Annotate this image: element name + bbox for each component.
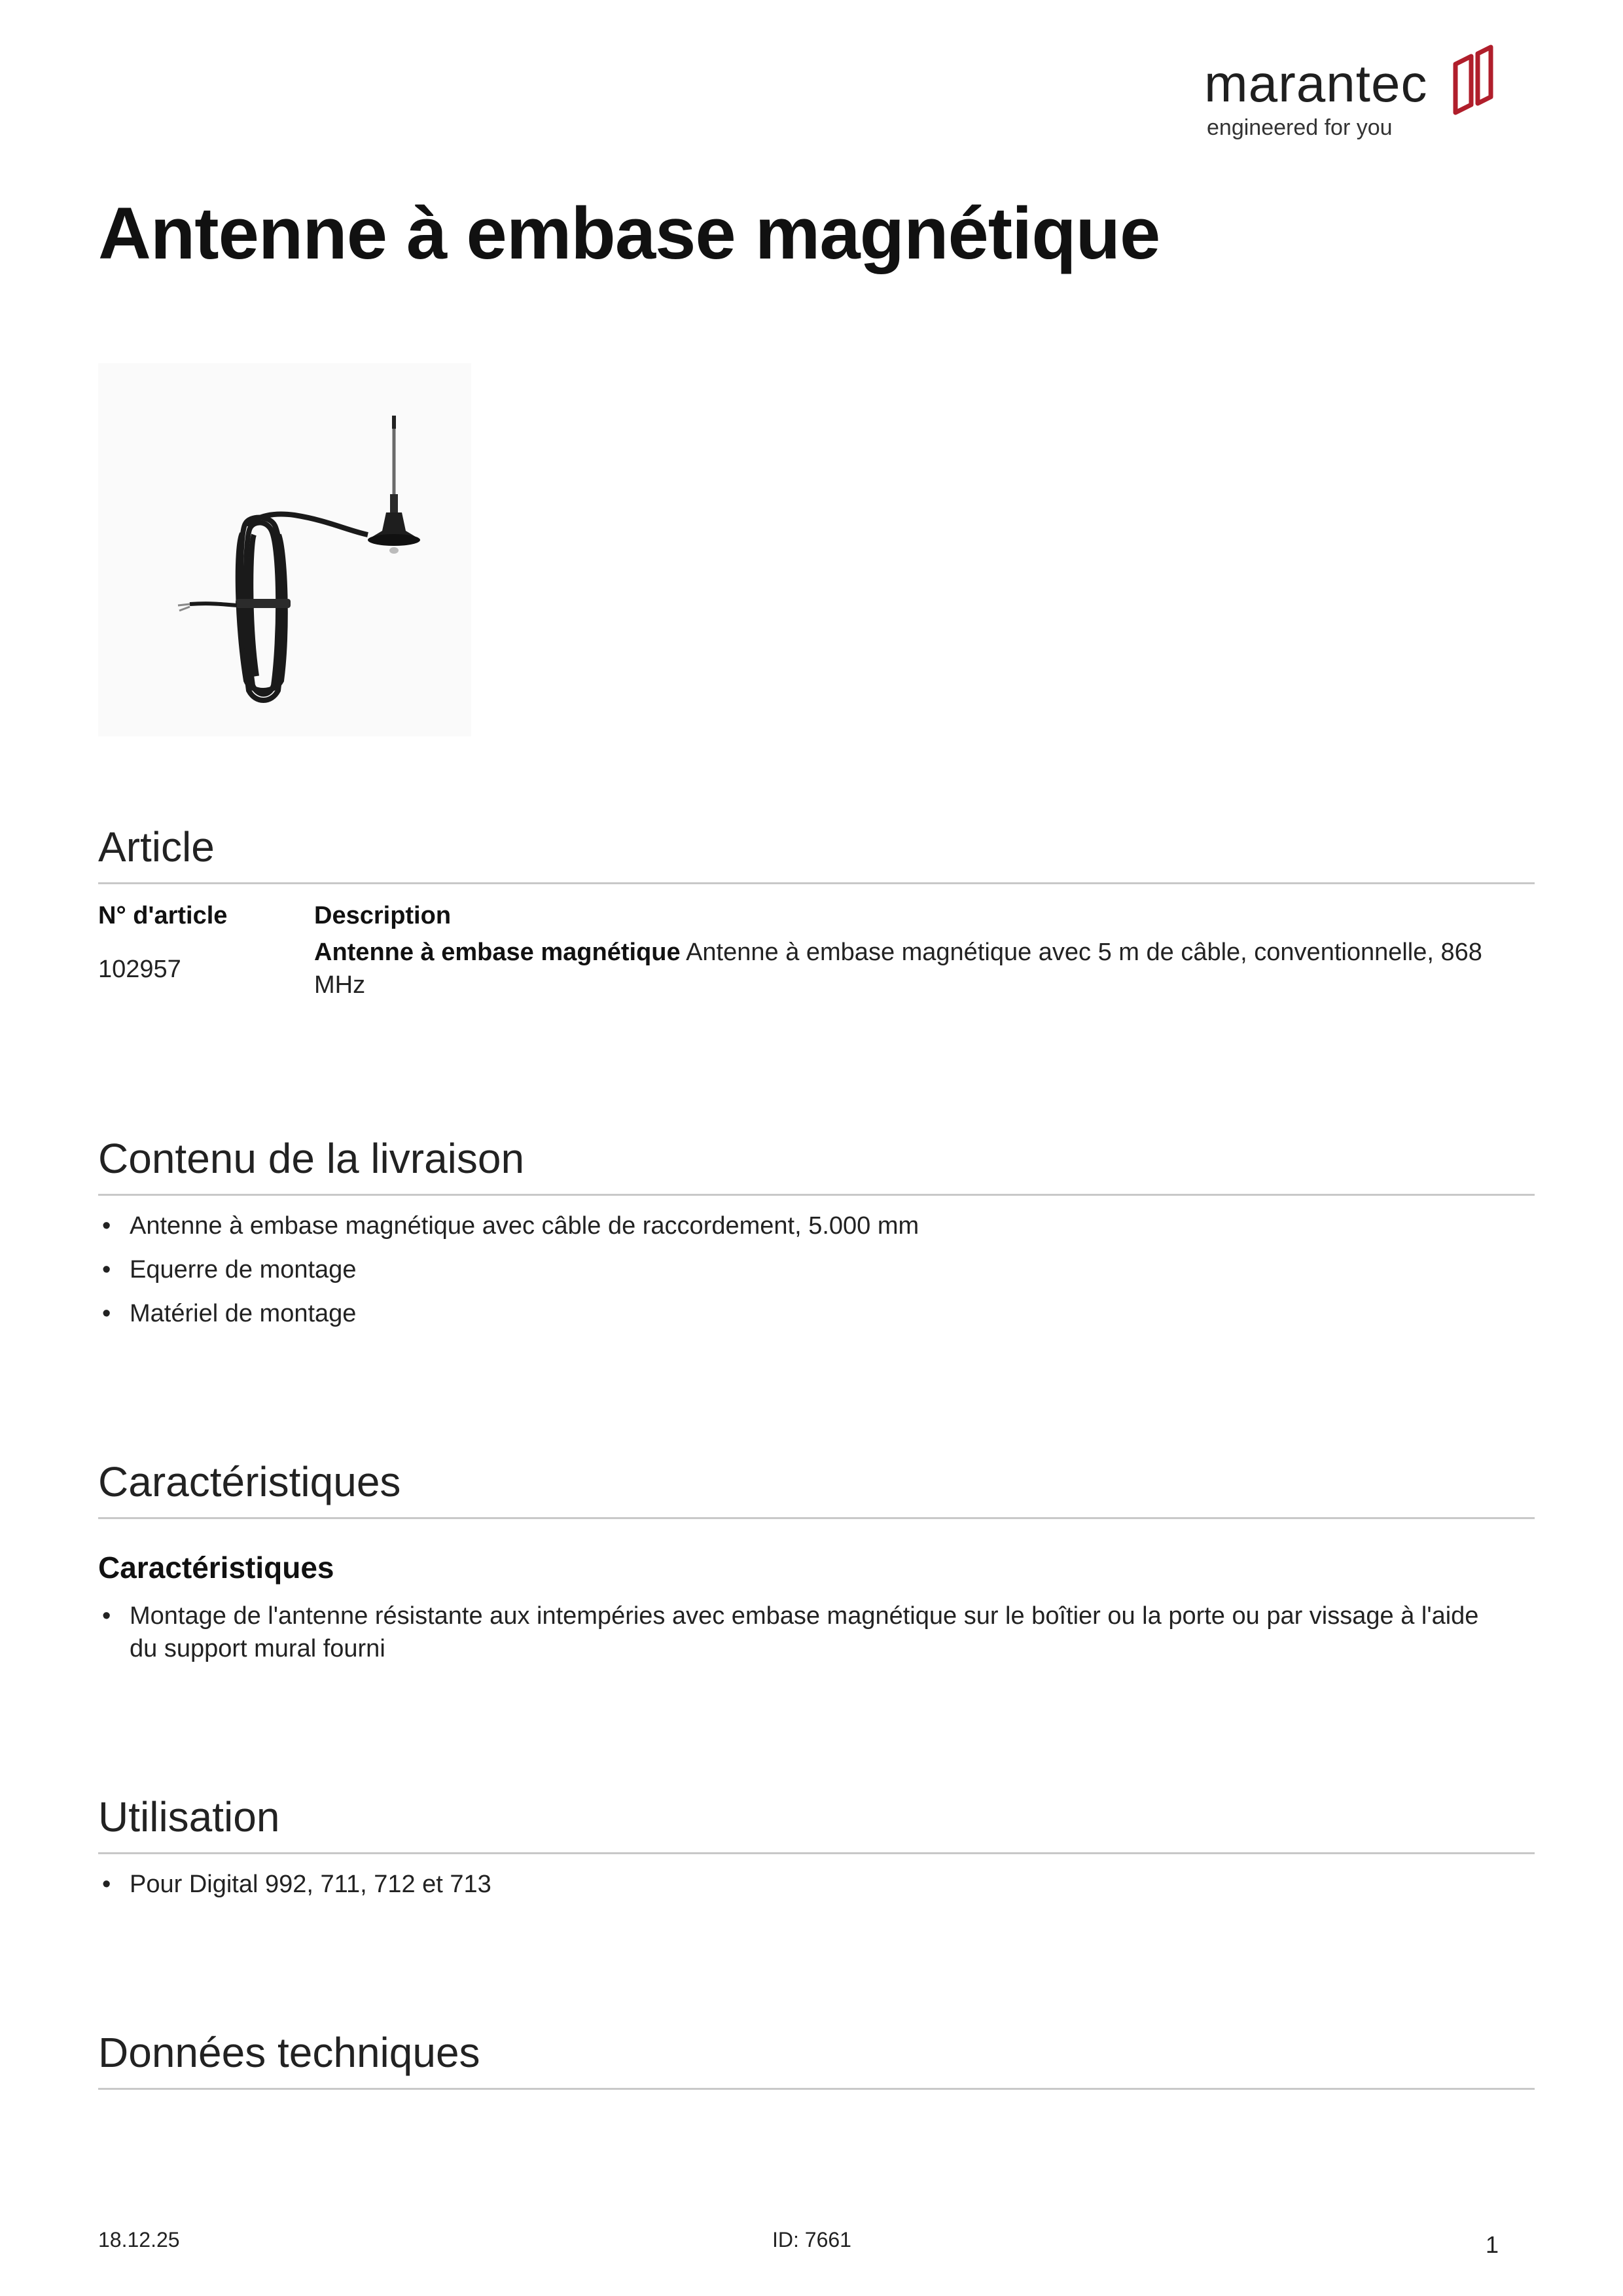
page-title: Antenne à embase magnétique bbox=[98, 192, 1160, 274]
divider bbox=[98, 2088, 1535, 2090]
features-subtitle: Caractéristiques bbox=[98, 1551, 334, 1585]
delivery-list bbox=[98, 1210, 1535, 1341]
list-item: • Matériel de montage bbox=[102, 1300, 357, 1327]
section-title-features: Caractéristiques bbox=[98, 1458, 401, 1505]
brand-mark-icon bbox=[1452, 45, 1504, 117]
list-item: • Equerre de montage bbox=[102, 1256, 357, 1283]
list-item: • Montage de l'antenne résistante aux intempéries avec embase magnétique sur le boîtier ou la porte ou par vissage à l'aide du support mural fourni bbox=[102, 1602, 1479, 1662]
features-list bbox=[98, 1600, 1505, 1676]
article-description bbox=[314, 936, 1531, 1001]
article-number: 102957 bbox=[98, 956, 181, 983]
list-item: • Pour Digital 992, 711, 712 et 713 bbox=[102, 1871, 491, 1898]
section-title-usage: Utilisation bbox=[98, 1793, 280, 1840]
brand-tagline: engineered for you bbox=[1207, 115, 1393, 140]
divider bbox=[98, 1194, 1535, 1196]
brand-logo bbox=[1204, 45, 1505, 149]
divider bbox=[98, 1852, 1535, 1854]
brand-name: marantec bbox=[1204, 54, 1428, 113]
column-header-description: Description bbox=[314, 902, 452, 929]
footer-id: ID: 7661 bbox=[772, 2228, 851, 2251]
section-title-tech: Données techniques bbox=[98, 2029, 480, 2076]
list-item: • Antenne à embase magnétique avec câble de raccordement, 5.000 mm bbox=[102, 1212, 919, 1240]
usage-list bbox=[98, 1868, 1535, 1912]
divider bbox=[98, 1517, 1535, 1519]
section-title-delivery: Contenu de la livraison bbox=[98, 1135, 525, 1182]
product-image bbox=[98, 363, 471, 736]
section-title-article: Article bbox=[98, 823, 215, 870]
footer-date: 18.12.25 bbox=[98, 2228, 180, 2251]
article-description-name: Antenne à embase magnétique bbox=[314, 939, 681, 966]
column-header-number: N° d'article bbox=[98, 902, 228, 929]
divider bbox=[98, 882, 1535, 884]
article-description-text: Antenne à embase magnétique avec 5 m de câble, conventionnelle, 868 MHz bbox=[314, 939, 1482, 999]
magnetic-antenna-photo-icon bbox=[98, 363, 471, 736]
page-number: 1 bbox=[1486, 2231, 1499, 2258]
